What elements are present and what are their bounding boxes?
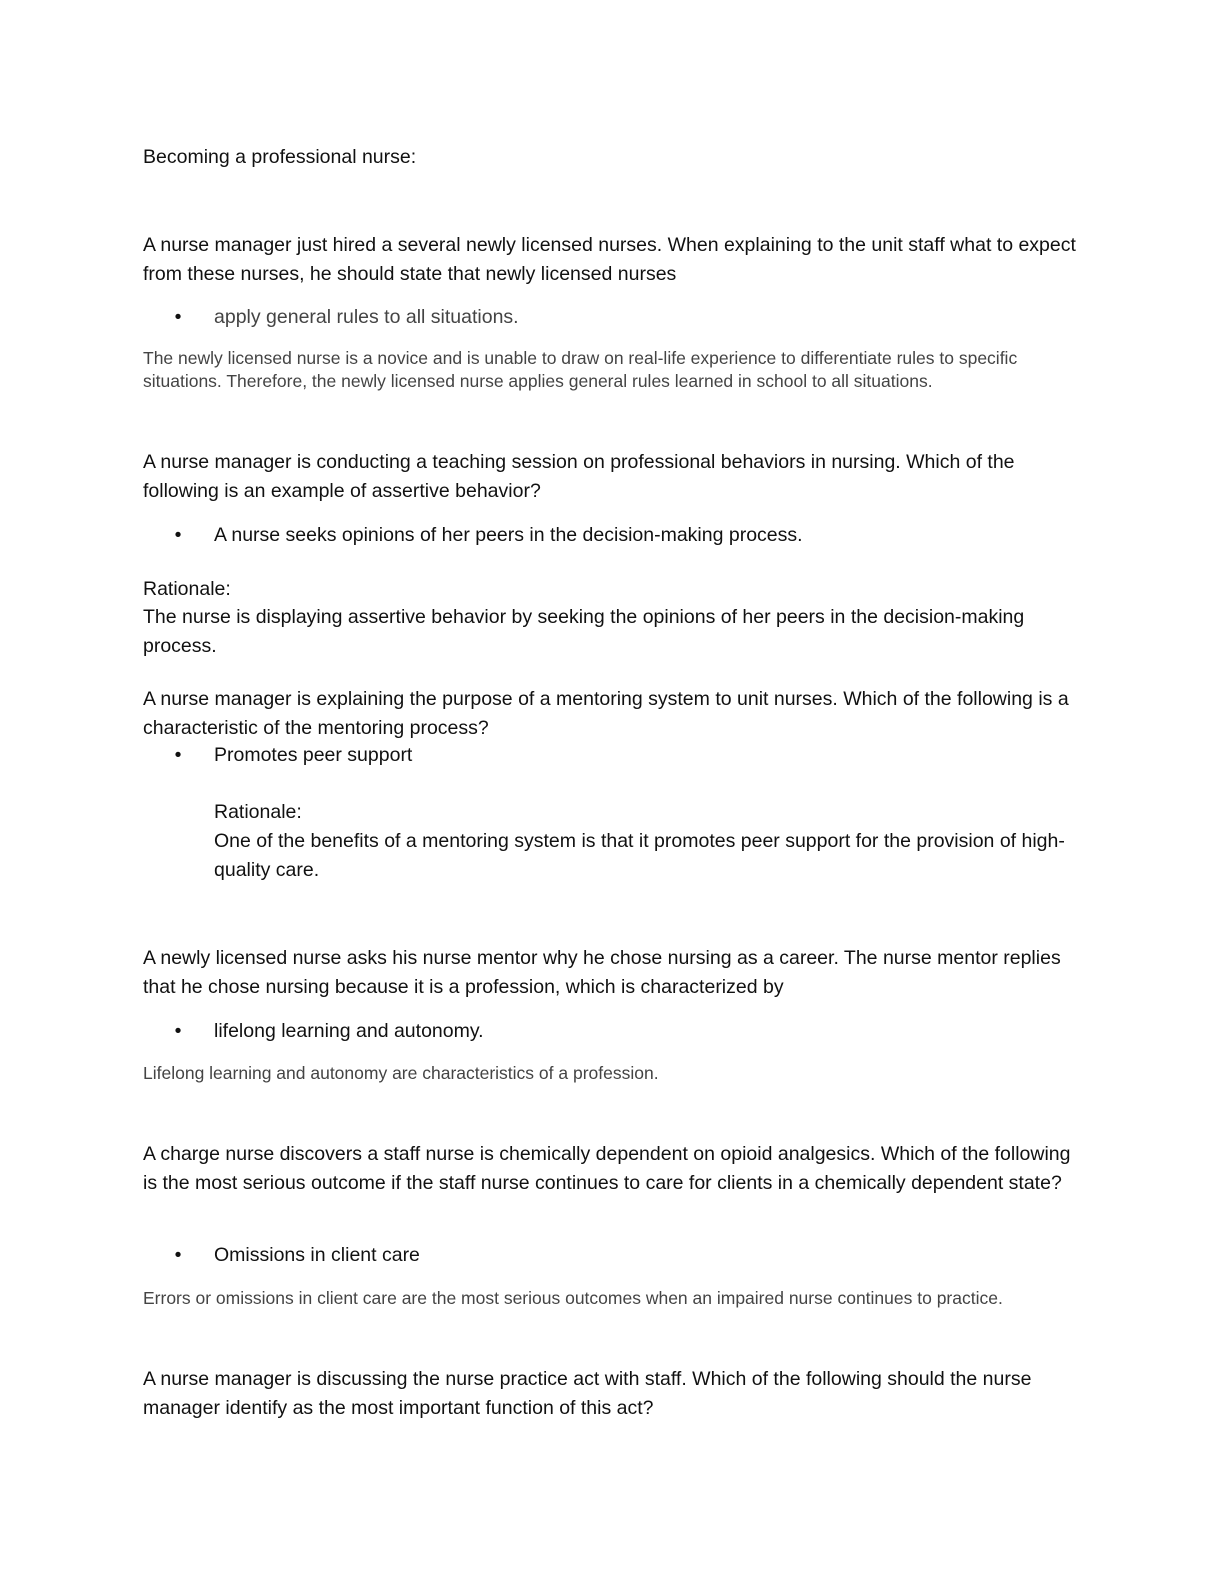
answer-5-text: Omissions in client care (214, 1244, 420, 1266)
bullet-icon: • (174, 744, 182, 766)
bullet-icon: • (174, 306, 182, 328)
question-6: A nurse manager is discussing the nurse practice act with staff. Which of the following should the nurse manager identify as the most important function of this act? (143, 1368, 1032, 1419)
question-1: A nurse manager just hired a several newly licensed nurses. When explaining to the unit staff what to expect from these nurses, he should state that newly licensed nurses (143, 234, 1076, 285)
answer-3-text: Promotes peer support (214, 744, 413, 766)
question-4: A newly licensed nurse asks his nurse mentor why he chose nursing as a career. The nurse mentor replies that he chose nursing because it is a profession, which is characterized by (143, 947, 1061, 998)
explanation-5: Errors or omissions in client care are the most serious outcomes when an impaired nurse continues to practice. (143, 1288, 1003, 1308)
question-2: A nurse manager is conducting a teaching session on professional behaviors in nursing. Which of the following is an example of assertive behavior? (143, 451, 1015, 502)
bullet-icon: • (174, 524, 182, 546)
answer-2-text: A nurse seeks opinions of her peers in the decision-making process. (214, 524, 803, 546)
question-3: A nurse manager is explaining the purpose of a mentoring system to unit nurses. Which of the following is a characteristic of the mentoring process? (143, 688, 1069, 739)
document-title: Becoming a professional nurse: (143, 146, 417, 168)
answer-4-text: lifelong learning and autonomy. (214, 1020, 484, 1042)
rationale-2: The nurse is displaying assertive behavior by seeking the opinions of her peers in the decision-making process. (143, 606, 1025, 657)
rationale-3-label: Rationale: (214, 801, 302, 823)
rationale-3: One of the benefits of a mentoring system is that it promotes peer support for the provision of high-quality care. (214, 830, 1065, 881)
explanation-1: The newly licensed nurse is a novice and is unable to draw on real-life experience to differentiate rules to specific situations. Therefore, the newly licensed nurse applies general rules learned in school to all situations. (143, 348, 1018, 391)
rationale-2-label: Rationale: (143, 578, 231, 600)
bullet-icon: • (174, 1244, 182, 1266)
question-5: A charge nurse discovers a staff nurse is chemically dependent on opioid analgesics. Which of the following is the most serious outcome if the staff nurse continues to care for clients in a chemically dependent state? (143, 1143, 1071, 1194)
bullet-icon: • (174, 1020, 182, 1042)
explanation-4: Lifelong learning and autonomy are characteristics of a profession. (143, 1063, 659, 1083)
answer-1-text: apply general rules to all situations. (214, 306, 519, 328)
